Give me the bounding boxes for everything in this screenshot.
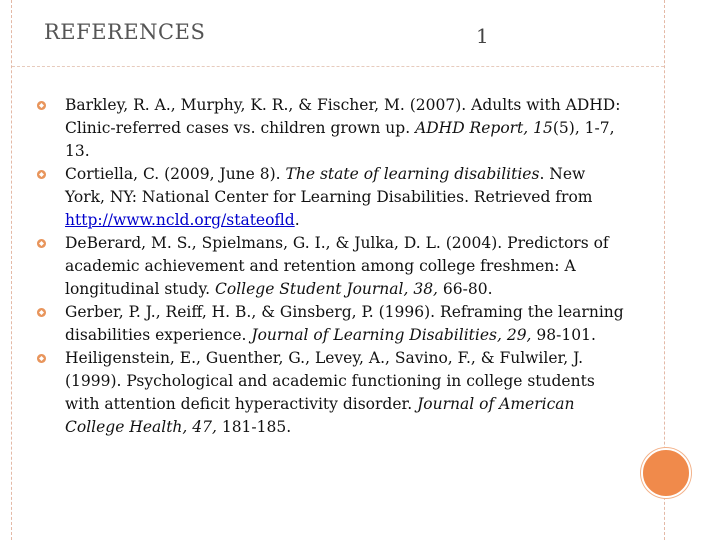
square-petal-bullet-icon — [36, 169, 47, 180]
square-petal-bullet-icon — [36, 100, 47, 111]
title-divider — [12, 66, 664, 67]
slide-number: 1 — [476, 24, 489, 48]
reference-item — [36, 232, 626, 301]
square-petal-bullet-icon — [36, 307, 47, 318]
reference-pages: 98-101. — [531, 326, 596, 344]
reference-text: Barkley, R. A., Murphy, K. R., & Fischer, M. (2007). Adults with ADHD: Clinic-referred cases vs. children grown up. — [65, 96, 621, 137]
reference-item — [36, 94, 626, 163]
reference-pages: 66-80. — [438, 280, 493, 298]
reference-item — [36, 301, 626, 347]
reference-source: Journal of American College Health, 47, — [65, 395, 575, 436]
reference-text: Heiligenstein, E., Guenther, G., Levey, A., Savino, F., & Fulwiler, J. (1999). Psychological and academic functioning in college students with attention deficit hyperactivity disorder. — [65, 349, 595, 413]
square-petal-bullet-icon — [36, 238, 47, 249]
reference-pages: (5), 1-7, 13. — [65, 119, 615, 160]
reference-pages: 181-185. — [216, 418, 292, 436]
reference-list — [36, 94, 626, 439]
reference-text: Gerber, P. J., Reiff, H. B., & Ginsberg, P. (1996). Reframing the learning disabilities experience. — [65, 303, 624, 344]
decorative-orange-circle — [641, 448, 691, 498]
reference-source: The state of learning disabilities — [285, 165, 540, 183]
reference-text: DeBerard, M. S., Spielmans, G. I., & Julka, D. L. (2004). Predictors of academic achievement and retention among college freshmen: A longitudinal study. — [65, 234, 609, 298]
reference-link-period: . — [294, 211, 300, 229]
reference-link[interactable]: http://www.ncld.org/stateofld — [65, 211, 295, 229]
reference-item — [36, 347, 626, 439]
reference-source: ADHD Report, 15 — [415, 119, 553, 137]
slide-title: REFERENCES — [44, 20, 206, 44]
reference-item — [36, 163, 626, 232]
reference-source: Journal of Learning Disabilities, 29, — [251, 326, 532, 344]
reference-source: College Student Journal, 38, — [215, 280, 438, 298]
reference-publisher: . New York, NY: National Center for Learning Disabilities. Retrieved from — [65, 165, 593, 206]
reference-text: Cortiella, C. (2009, June 8). — [65, 165, 286, 183]
square-petal-bullet-icon — [36, 353, 47, 364]
left-border-line — [11, 0, 12, 540]
